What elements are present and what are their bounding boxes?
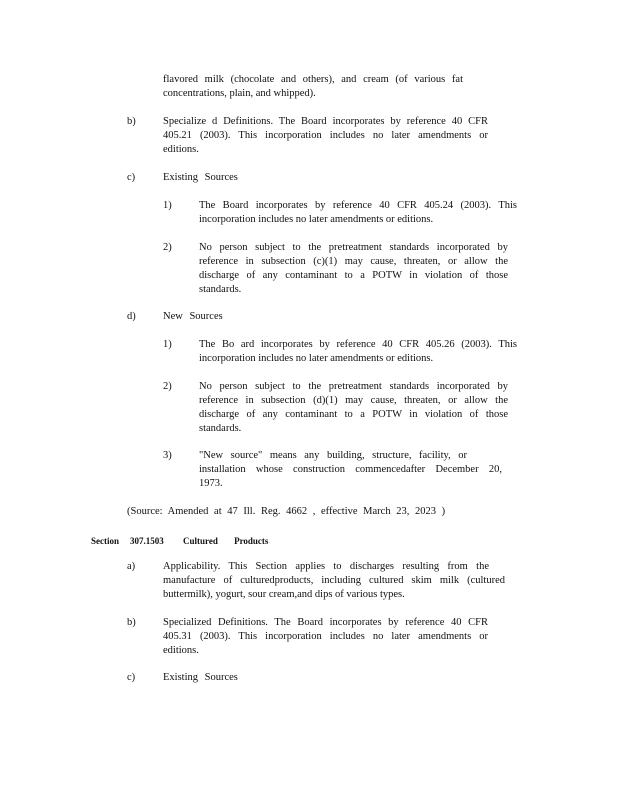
text-line: Specialize d Definitions. The Board incorporates by reference 40 CFR — [163, 116, 488, 127]
source-note: (Source: Amended at 47 Ill. Reg. 4662 , effective March 23, 2023 ) — [127, 506, 446, 517]
text-line: discharge of any contaminant to a POTW in violation of those — [199, 270, 508, 281]
text-line: incorporation includes no later amendments or editions. — [199, 353, 434, 364]
item-label-d3: 3) — [163, 450, 172, 461]
text-line: 1973. — [199, 478, 223, 489]
text-line: standards. — [199, 284, 242, 295]
text-line: discharge of any contaminant to a POTW in violation of those — [199, 409, 508, 420]
text-line: "New source" means any building, structure, facility, or — [199, 450, 467, 461]
paragraph-d1 — [199, 338, 517, 366]
section-number: 307.1503 — [130, 536, 164, 546]
item-label-c1: 1) — [163, 200, 172, 211]
text-line: Specialized Definitions. The Board incorporates by reference 40 CFR — [163, 617, 488, 628]
text-line: manufacture of culturedproducts, including cultured skim milk (cultured — [163, 575, 505, 586]
text-line: 405.21 (2003). This incorporation includes no later amendments or — [163, 130, 488, 141]
text-line: standards. — [199, 423, 242, 434]
item-label-d1: 1) — [163, 339, 172, 350]
subheading-new-sources: New Sources — [163, 311, 223, 322]
text-line: buttermilk), yogurt, sour cream,and dips of various types. — [163, 589, 405, 600]
text-line: flavored milk (chocolate and others), and cream (of various fat — [163, 74, 463, 85]
text-line: No person subject to the pretreatment standards incorporated by — [199, 242, 508, 253]
paragraph-d3-new-source-definition — [199, 449, 502, 491]
paragraph-c1 — [199, 199, 517, 227]
item-label-b: b) — [127, 617, 136, 628]
text-line: The Bo ard incorporates by reference 40 CFR 405.26 (2003). This — [199, 339, 517, 350]
subheading-existing-sources: Existing Sources — [163, 172, 238, 183]
item-label-a: a) — [127, 561, 136, 572]
text-line: reference in subsection (d)(1) may cause, threaten, or allow the — [199, 395, 508, 406]
text-line: concentrations, plain, and whipped). — [163, 88, 316, 99]
paragraph-b-definitions — [163, 115, 488, 157]
text-line: 405.31 (2003). This incorporation includes no later amendments or — [163, 631, 488, 642]
item-label-c2: 2) — [163, 242, 172, 253]
paragraph-d2 — [199, 380, 508, 436]
text-line: incorporation includes no later amendments or editions. — [199, 214, 434, 225]
paragraph-a-applicability — [163, 560, 505, 602]
paragraph-c2 — [199, 241, 508, 297]
text-line: installation whose construction commencedafter December 20, — [199, 464, 502, 475]
subheading-existing-sources-2: Existing Sources — [163, 672, 238, 683]
text-line: The Board incorporates by reference 40 CFR 405.24 (2003). This — [199, 200, 517, 211]
item-label-d2: 2) — [163, 381, 172, 392]
intro-paragraph — [163, 73, 463, 101]
section-label: Section — [91, 536, 119, 546]
text-line: editions. — [163, 645, 199, 656]
item-label-c: c) — [127, 672, 136, 683]
text-line: Applicability. This Section applies to discharges resulting from the — [163, 561, 489, 572]
text-line: editions. — [163, 144, 199, 155]
item-label-c: c) — [127, 172, 136, 183]
item-label-b: b) — [127, 116, 136, 127]
section-title: Cultured Products — [183, 536, 269, 546]
text-line: No person subject to the pretreatment standards incorporated by — [199, 381, 508, 392]
paragraph-b-definitions-2 — [163, 616, 488, 658]
text-line: reference in subsection (c)(1) may cause, threaten, or allow the — [199, 256, 508, 267]
item-label-d: d) — [127, 311, 136, 322]
